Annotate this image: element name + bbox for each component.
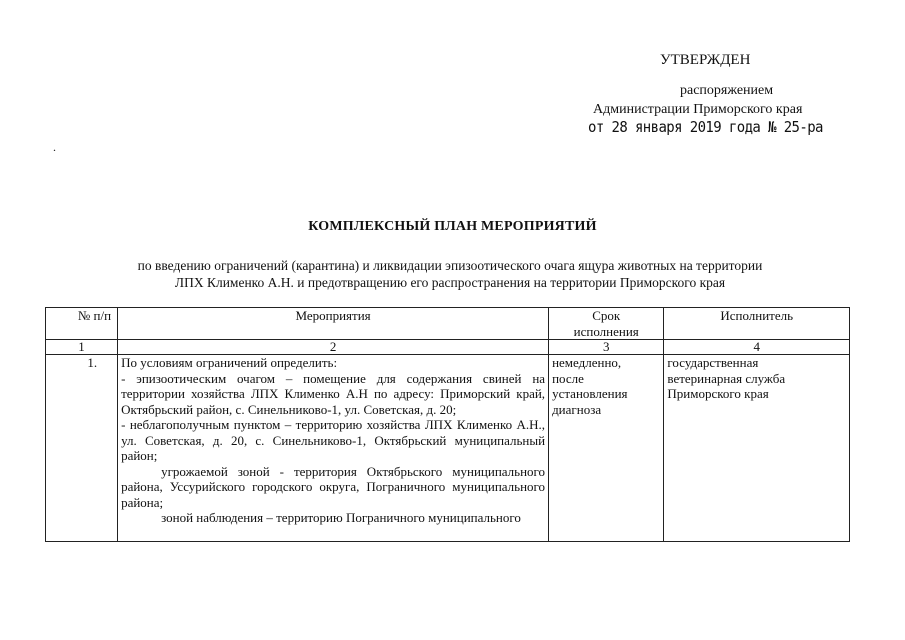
header-executor: Исполнитель xyxy=(664,308,850,340)
header-num: № п/п xyxy=(46,308,118,340)
stray-dot: . xyxy=(53,140,56,154)
header-measures: Мероприятия xyxy=(118,308,549,340)
row-deadline xyxy=(549,355,664,542)
deadline-line: установления xyxy=(552,386,628,401)
executor-line: ветеринарная служба xyxy=(667,370,786,386)
measure-line: - неблагополучным пунктом – территорию хозяйства ЛПХ Клименко А.Н., ул. Советская, д. 20, с. Синельниково-1, Октябрьский муниципальный район; xyxy=(121,417,546,463)
order-by-label: распоряжением xyxy=(680,83,774,98)
order-date-stamp: от 28 января 2019 года № 25-ра xyxy=(588,119,823,137)
col-number-4: 4 xyxy=(664,340,850,355)
subtitle-line-2: ЛПХ Клименко А.Н. и предотвращению его распространения на территории Приморского края xyxy=(174,275,726,290)
col-number-3: 3 xyxy=(549,340,664,355)
row-measures xyxy=(118,355,549,542)
executor-line: государственная xyxy=(667,355,759,370)
measure-line: - эпизоотическим очагом – помещение для содержания свиней на территории хозяйства ЛПХ Клименко А.Н по адресу: Приморский край, Октябрьский район, с. Синельниково-1, ул. Советская, д. 20; xyxy=(121,370,546,417)
header-deadline-line-1: Срок xyxy=(592,308,621,323)
executor-line: Приморского края xyxy=(667,386,769,401)
measure-line: По условиям ограничений определить: xyxy=(121,355,338,370)
deadline-line: диагноза xyxy=(552,401,602,417)
row-executor xyxy=(664,355,850,542)
col-number-1: 1 xyxy=(46,340,118,355)
table-row xyxy=(46,355,850,542)
header-deadline xyxy=(549,308,664,340)
subtitle-line-1: по введению ограничений (карантина) и ликвидации эпизоотического очага ящура животных на территории xyxy=(137,258,763,273)
plan-table xyxy=(45,307,850,542)
administration-label: Администрации Приморского края xyxy=(593,102,803,117)
measure-line: зоной наблюдения – территорию Пограничного муниципального xyxy=(161,510,521,525)
approved-label: УТВЕРЖДЕН xyxy=(660,52,751,68)
col-number-2: 2 xyxy=(118,340,549,355)
document-subtitle xyxy=(60,257,840,291)
column-number-row xyxy=(46,340,850,355)
document-title: КОМПЛЕКСНЫЙ ПЛАН МЕРОПРИЯТИЙ xyxy=(308,219,597,234)
deadline-line: немедленно, xyxy=(552,355,622,370)
table-header-row xyxy=(46,308,850,340)
measure-line: угрожаемой зоной - территория Октябрьского муниципального района, Уссурийского городского округа, Пограничного муниципального района; xyxy=(121,463,546,510)
header-deadline-line-2: исполнения xyxy=(573,323,639,339)
deadline-line: после xyxy=(552,370,584,386)
row-number: 1. xyxy=(46,355,118,542)
